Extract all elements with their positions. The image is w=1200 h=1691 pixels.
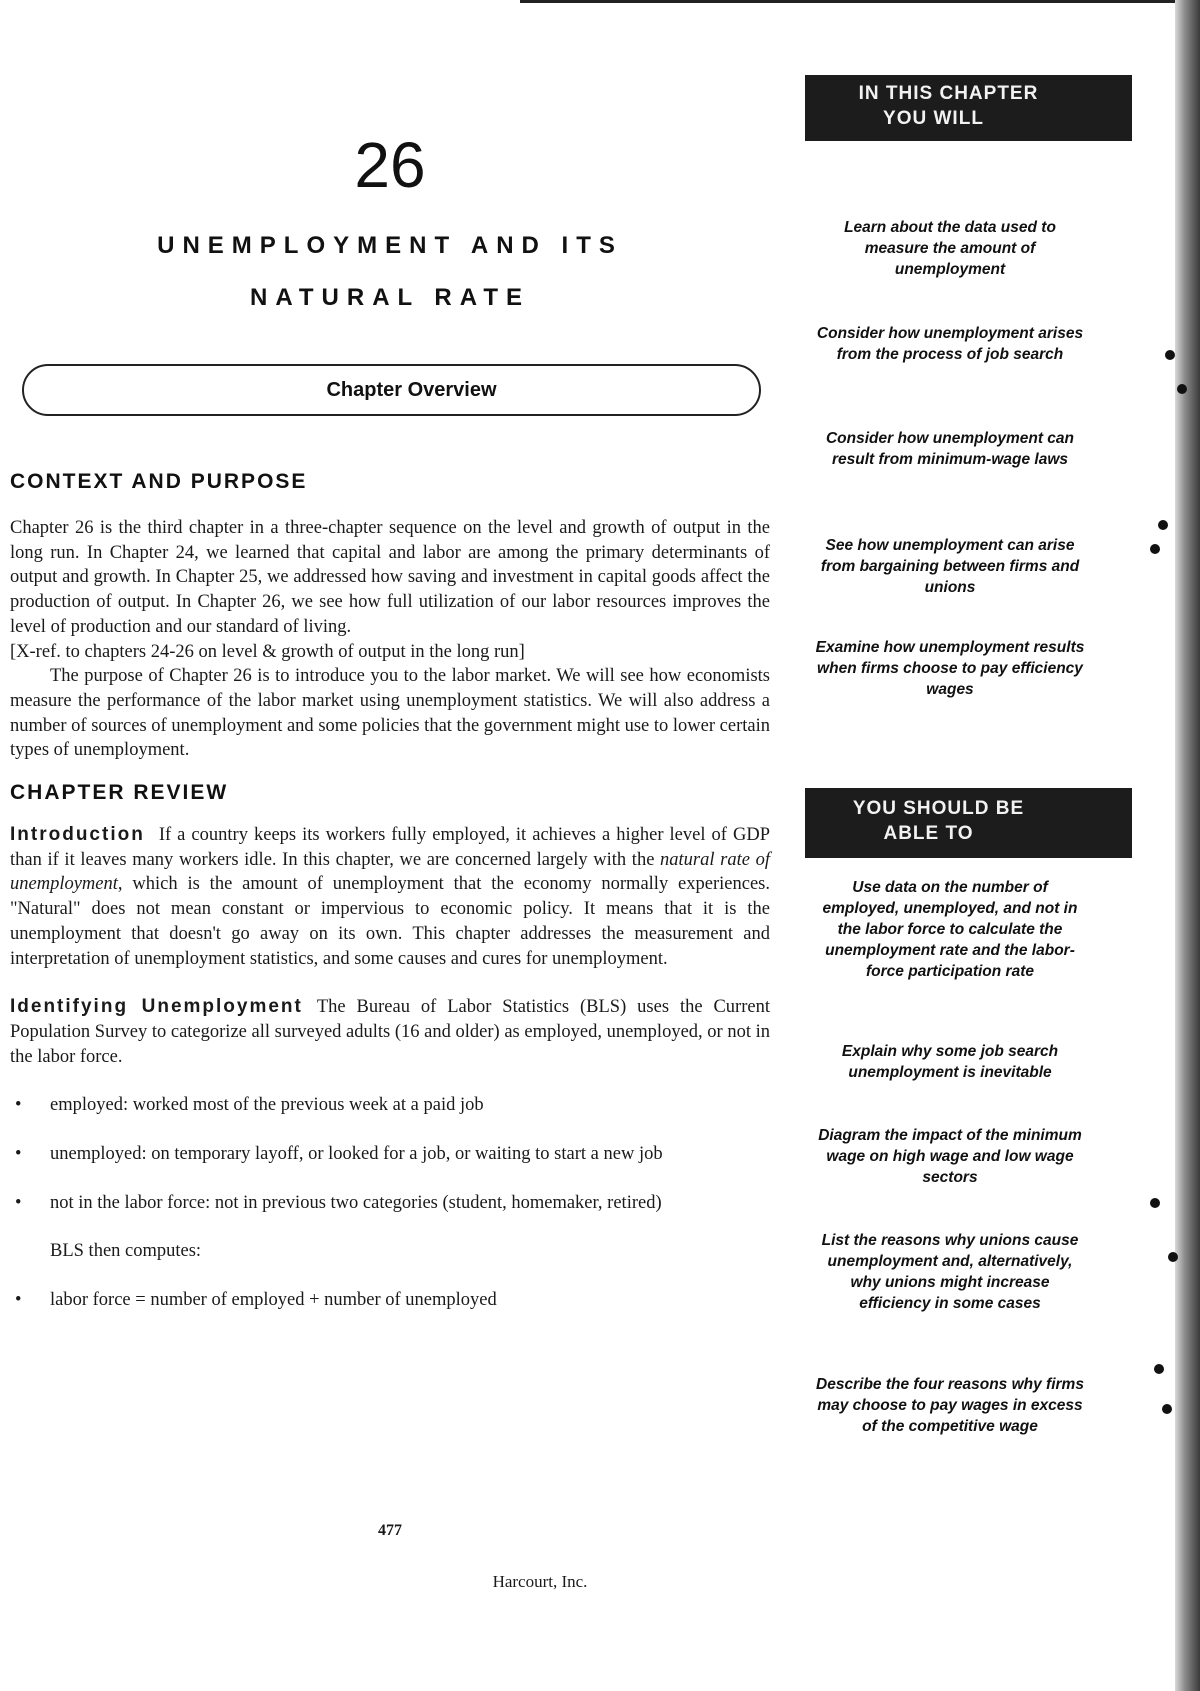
you-should-be-able-to-banner — [805, 788, 1132, 858]
skill-goal-item: List the reasons why unions cause unemployment and, alternatively, why unions might increase efficiency in some cases — [821, 1232, 1079, 1312]
chapter-overview-box — [22, 364, 761, 416]
identifying-paragraph — [10, 995, 770, 1069]
intro-text-after: , which is the amount of unemployment that the economy normally experiences. "Natural" does not mean constant or impervious to economic policy. It means that it is the unemployment that doesn't go away on its own. This chapter addresses the measurement and interpretation of unemployment statistics, and some causes and cures for unemployment. — [10, 874, 770, 969]
banner-2-line-1: YOU SHOULD BE — [852, 798, 1025, 819]
top-rule — [520, 0, 1175, 3]
identifying-text: The Bureau of Labor Statistics (BLS) uses the Current Population Survey to categorize all surveyed adults (16 and older) as employed, unemployed, or not in the labor force. — [10, 997, 770, 1067]
chapter-goal-item: Examine how unemployment results when firms choose to pay efficiency wages — [815, 639, 1085, 698]
main-column — [10, 470, 770, 1313]
bls-computes-text: BLS then computes: — [50, 1241, 202, 1262]
introduction-subheading: Introduction — [10, 824, 145, 846]
cross-reference-note: [X-ref. to chapters 24-26 on level & growth of output in the long run] — [10, 641, 525, 662]
category-item-unemployed: • unemployed: on temporary layoff, or looked for a job, or waiting to start a new job — [10, 1142, 770, 1167]
in-this-chapter-banner — [805, 75, 1132, 141]
chapter-number: 26 — [354, 129, 426, 201]
binder-hole-mark — [1154, 1364, 1164, 1374]
chapter-title-line-2: NATURAL RATE — [250, 284, 530, 311]
chapter-title-line-1: UNEMPLOYMENT AND ITS — [157, 232, 623, 259]
intro-text-before: If a country keeps its workers fully employed, it achieves a higher level of GDP than if it leaves many workers idle. In this chapter, we are concerned largely with the — [10, 825, 770, 870]
skill-goal-item: Use data on the number of employed, unemployed, and not in the labor force to calculate the unemployment rate and the labor-force participation rate — [822, 879, 1078, 980]
context-paragraph-1: Chapter 26 is the third chapter in a three-chapter sequence on the level and growth of output in the long run. In Chapter 24, we learned that capital and labor are among the primary determinants of output and growth. In Chapter 25, we addressed how saving and investment in capital goods affect the production of output. In Chapter 26, we see how full utilization of our labor resources improves the level of production and our standard of living. — [10, 518, 770, 637]
page-edge-shadow — [1175, 0, 1200, 1691]
context-paragraph-2: The purpose of Chapter 26 is to introduce you to the labor market. We will see how economists measure the performance of the labor market using unemployment statistics. We will also address a number of sources of unemployment and some policies that the government might use to lower certain types of unemployment. — [10, 666, 770, 761]
review-heading: CHAPTER REVIEW — [10, 781, 229, 805]
banner-1-line-2: YOU WILL — [883, 108, 984, 129]
category-item-employed: • employed: worked most of the previous week at a paid job — [10, 1093, 770, 1118]
publisher-credit: Harcourt, Inc. — [492, 1572, 588, 1591]
chapter-goal-item: Consider how unemployment arises from the process of job search — [816, 325, 1084, 363]
chapter-goals-sidebar — [805, 75, 1132, 1685]
context-heading: CONTEXT AND PURPOSE — [10, 470, 308, 493]
binder-hole-mark — [1168, 1252, 1178, 1262]
chapter-goal-item: Learn about the data used to measure the amount of unemployment — [844, 219, 1056, 278]
banner-2-line-2: ABLE TO — [883, 823, 974, 844]
labor-force-formula: • labor force = number of employed + number of unemployed — [10, 1288, 770, 1313]
introduction-paragraph — [10, 823, 770, 971]
natural-rate-term: natural rate of unemployment — [10, 849, 770, 895]
binder-hole-mark — [1165, 350, 1175, 360]
page-number: 477 — [378, 1522, 402, 1539]
formula-list — [10, 1288, 770, 1313]
binder-hole-mark — [1150, 1198, 1160, 1208]
skill-goal-item: Describe the four reasons why firms may choose to pay wages in excess of the competitive wage — [816, 1376, 1084, 1435]
chapter-goal-item: Consider how unemployment can result from minimum-wage laws — [825, 430, 1075, 468]
category-list — [10, 1093, 770, 1215]
chapter-goal-item: See how unemployment can arise from bargaining between firms and unions — [820, 537, 1080, 596]
chapter-overview-label: Chapter Overview — [326, 378, 497, 401]
binder-hole-mark — [1162, 1404, 1172, 1414]
binder-hole-mark — [1150, 544, 1160, 554]
banner-1-line-1: IN THIS CHAPTER — [858, 83, 1039, 104]
binder-hole-mark — [1158, 520, 1168, 530]
identifying-subheading: Identifying Unemployment — [10, 996, 303, 1018]
binder-hole-mark — [1177, 384, 1187, 394]
category-item-not-in-labor-force: • not in the labor force: not in previous two categories (student, homemaker, retired) — [10, 1191, 770, 1216]
skill-goal-item: Diagram the impact of the minimum wage on high wage and low wage sectors — [818, 1127, 1082, 1186]
chapter-title — [60, 220, 720, 324]
skill-goal-item: Explain why some job search unemployment is inevitable — [841, 1043, 1059, 1081]
